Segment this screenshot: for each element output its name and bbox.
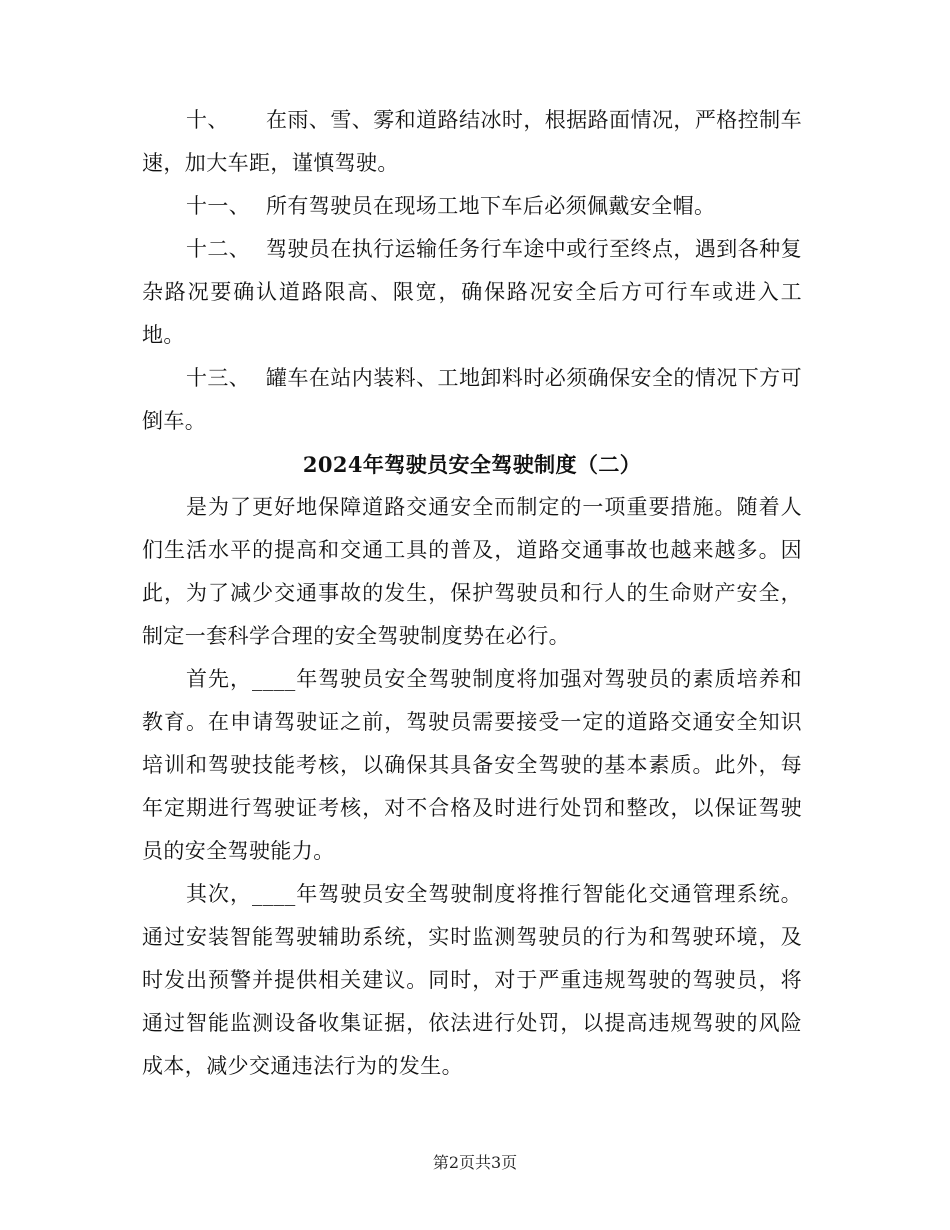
page-number-footer: 第2页共3页 [432,1153,518,1172]
section-title: 2024年驾驶员安全驾驶制度（二） [302,452,642,477]
item-text: 所有驾驶员在现场工地下车后必须佩戴安全帽。 [266,194,716,218]
item-number: 十二、 [186,237,251,261]
document-body [142,99,802,1088]
item-text: 罐车在站内装料、工地卸料时必须确保安全的情况下方可倒车。 [142,366,802,433]
item-text: 在雨、雪、雾和道路结冰时，根据路面情况，严格控制车速，加大车距，谨慎驾驶。 [142,108,802,175]
paragraph: 首先，____年驾驶员安全驾驶制度将加强对驾驶员的素质培养和教育。在申请驾驶证之前，驾驶员需要接受一定的道路交通安全知识培训和驾驶技能考核，以确保其具备安全驾驶的基本素质。此外，每年定期进行驾驶证考核，对不合格及时进行处罚和整改，以保证驾驶员的安全驾驶能力。 [142,667,802,863]
list-item [142,185,802,228]
list-item [142,99,802,185]
paragraph: 其次，____年驾驶员安全驾驶制度将推行智能化交通管理系统。通过安装智能驾驶辅助系统，实时监测驾驶员的行为和驾驶环境，及时发出预警并提供相关建议。同时，对于严重违规驾驶的驾驶员，将通过智能监测设备收集证据，依法进行处罚，以提高违规驾驶的风险成本，减少交通违法行为的发生。 [142,882,802,1078]
paragraph: 是为了更好地保障道路交通安全而制定的一项重要措施。随着人们生活水平的提高和交通工具的普及，道路交通事故也越来越多。因此，为了减少交通事故的发生，保护驾驶员和行人的生命财产安全，制定一套科学合理的安全驾驶制度势在必行。 [142,495,802,648]
item-text: 驾驶员在执行运输任务行车途中或行至终点，遇到各种复杂路况要确认道路限高、限宽，确保路况安全后方可行车或进入工地。 [142,237,802,347]
list-item [142,228,802,357]
item-number: 十一、 [186,194,251,218]
list-item [142,357,802,443]
item-number: 十、 [186,108,229,132]
item-number: 十三、 [186,366,251,390]
